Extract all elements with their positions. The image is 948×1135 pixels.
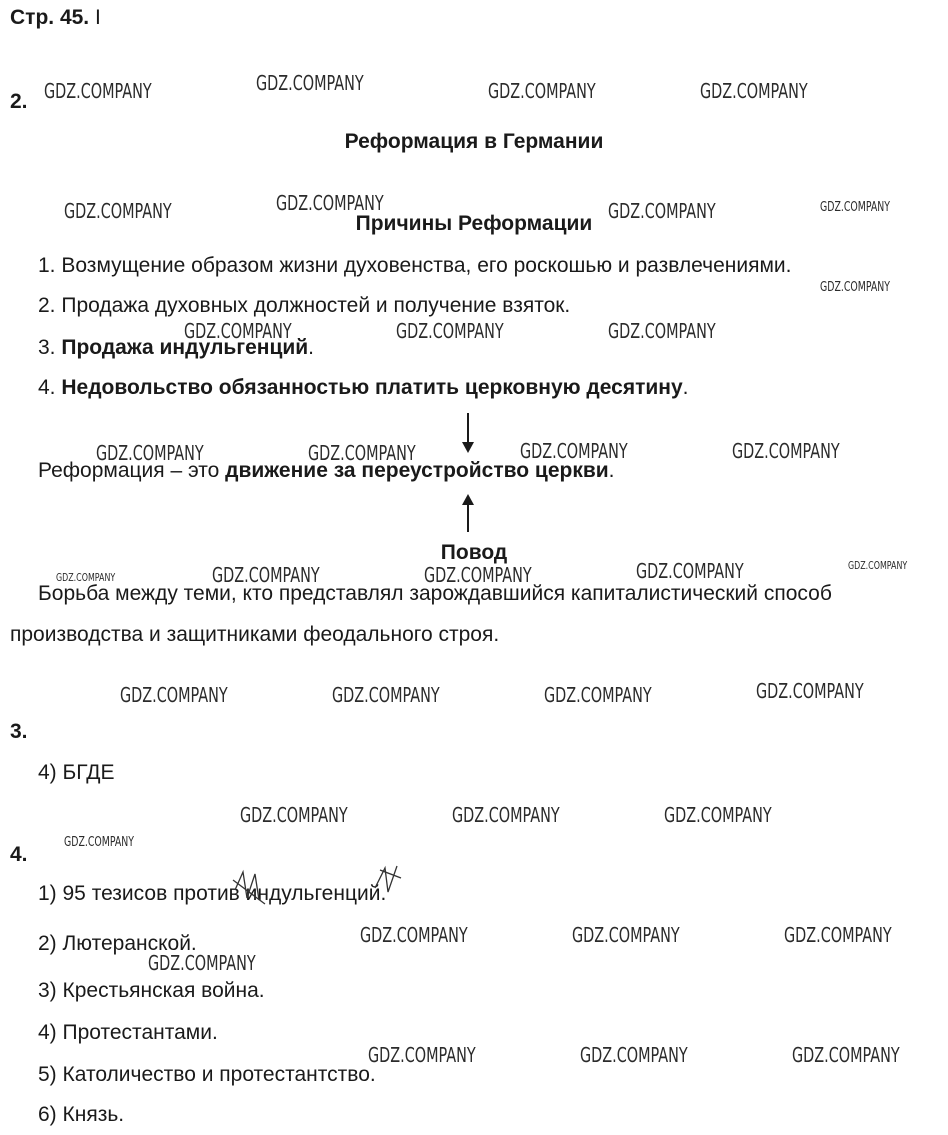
arrow-up-icon xyxy=(467,496,469,532)
occasion-line-2: производства и защитниками феодального строя. xyxy=(10,623,500,646)
occasion-line-1: Борьба между теми, кто представлял зарождавшийся капиталистический способ xyxy=(38,582,832,605)
task4-answer-5: 5) Католичество и протестантство. xyxy=(38,1063,376,1086)
task4-answer-3: 3) Крестьянская война. xyxy=(38,979,265,1002)
cause-2: 2. Продажа духовных должностей и получение взяток. xyxy=(38,294,571,317)
task2-title: Реформация в Германии xyxy=(344,130,604,153)
task4-number: 4. xyxy=(10,843,28,866)
task3-number: 3. xyxy=(10,720,28,743)
task4-answer-6: 6) Князь. xyxy=(38,1103,125,1126)
task4-answer-2: 2) Лютеранской. xyxy=(38,932,197,955)
arrow-down-icon xyxy=(467,413,469,451)
header-mark: I xyxy=(94,6,101,29)
cause-3: 3. Продажа индульгенций. xyxy=(38,336,315,359)
reformation-definition: Реформация – это движение за переустройство церкви. xyxy=(38,459,615,482)
task3-answer: 4) БГДЕ xyxy=(38,761,115,784)
causes-heading: Причины Реформации xyxy=(355,212,593,235)
task4-answer-4: 4) Протестантами. xyxy=(38,1021,218,1044)
scribble-icon xyxy=(225,860,445,910)
cause-4: 4. Недовольство обязанностью платить церковную десятину. xyxy=(38,376,689,399)
task2-number: 2. xyxy=(10,90,28,113)
occasion-heading: Повод xyxy=(440,541,508,564)
task4-answer-1: 1) 95 тезисов против индульгенций. xyxy=(38,882,387,905)
cause-1: 1. Возмущение образом жизни духовенства, его роскошью и развлечениями. xyxy=(38,254,792,277)
page-header: Стр. 45. xyxy=(10,6,90,29)
